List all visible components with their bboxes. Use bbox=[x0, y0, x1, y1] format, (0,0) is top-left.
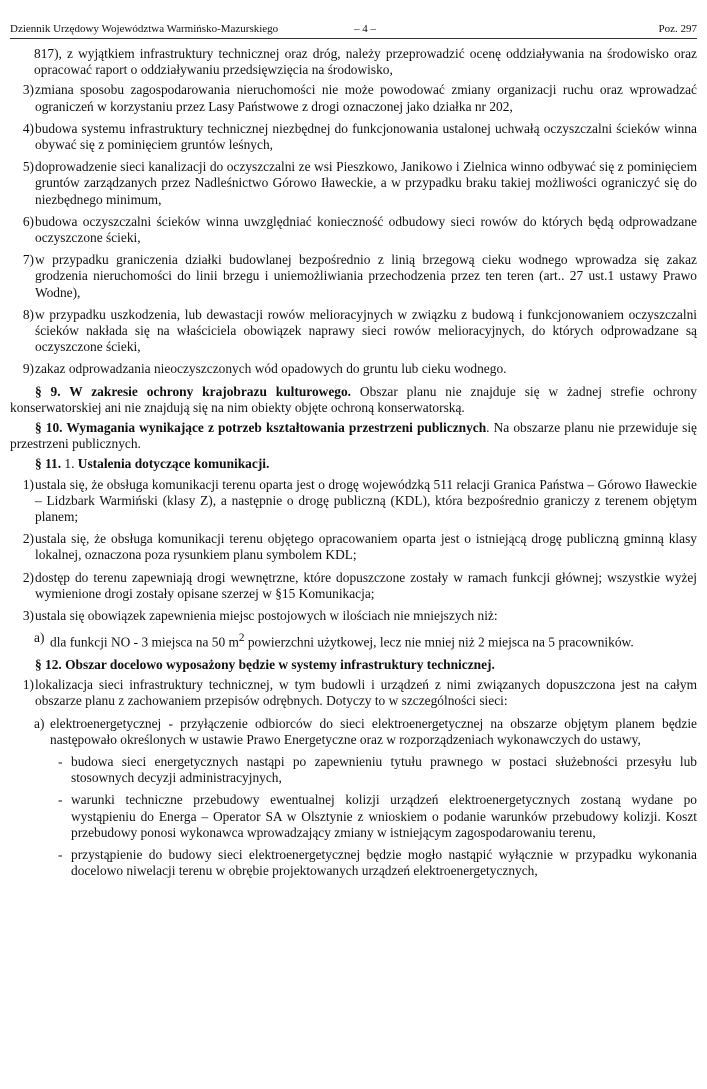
list-item bbox=[10, 531, 697, 563]
page-header bbox=[10, 22, 697, 39]
item-text: ustala się, że obsługa komunikacji terenu objętego opracowaniem oparta jest o istniejącą drogę publiczną gminną klasy lokalnej, oznaczona poza rysunkiem planu symbolem KDL; bbox=[35, 531, 697, 563]
item-number: 3) bbox=[22, 608, 34, 624]
section-9-heading: § 9. W zakresie ochrony krajobrazu kulturowego. bbox=[35, 383, 352, 399]
list-item bbox=[10, 214, 697, 246]
dash-item-text: warunki techniczne przebudowy ewentualnej kolizji urządzeń elektroenergetycznych zostaną wydane po wystąpieniu do Energa – Operator SA w Olsztynie z wnioskiem o podanie warunków przebudowy kolizji. Koszt przebudowy ponosi wykonawca wprowadzający zmiany w istniejącym zagospodarowaniu terenu, bbox=[71, 792, 697, 840]
section-12-heading bbox=[10, 657, 697, 673]
item-text: w przypadku graniczenia działki budowlanej bezpośrednio z linią brzegową cieku wodnego wprowadza się zakaz grodzenia nieruchomości do linii brzegu i uniemożliwiania przechodzenia przez ten teren (art.. 27 ust.1 ustawy Prawo Wodne), bbox=[35, 252, 697, 300]
list-item bbox=[10, 608, 697, 624]
dash-list-item bbox=[58, 847, 697, 879]
dash-list-item bbox=[58, 792, 697, 841]
section-11-point: 1. bbox=[61, 456, 78, 472]
item-number: 8) bbox=[22, 306, 34, 322]
dash-bullet: - bbox=[58, 792, 63, 808]
item-number: 4) bbox=[22, 120, 34, 136]
sub-item-text: elektroenergetycznej - przyłączenie odbiorców do sieci elektroenergetycznej na obszarze objętym planem będzie następowało określonych w ustawie Prawo Energetyczne oraz w rozporządzeniach wykonawczych do ustawy, bbox=[50, 715, 697, 747]
section-10 bbox=[10, 420, 697, 452]
position-number: Poz. 297 bbox=[658, 23, 697, 35]
item-text: doprowadzenie sieci kanalizacji do oczyszczalni ze wsi Pieszkowo, Janikowo i Zielnica winno odbywać się z pominięciem gruntów zarządzanych przez Nadleśnictwo Górowo Iławeckie, a w przypadku braku takiej możliwości ograniczyć się do niezbędnego minimum, bbox=[35, 159, 697, 207]
section-9-text: Obszar planu nie znajduje się w żadnej strefie ochrony konserwatorskiej ani nie znajdują się na nim obiekty objęte ochroną konserwatorską. bbox=[10, 383, 697, 415]
item-text: w przypadku uszkodzenia, lub dewastacji rowów melioracyjnych w związku z budową i funkcjonowaniem oczyszczalni ścieków nakłada się na właściciela obowiązek naprawy sieci rowów melioracyjnych, do których odprowadzane są oczyszczone ścieki, bbox=[35, 306, 697, 355]
sub-item-letter: a) bbox=[34, 630, 45, 646]
item-text: ustala się, że obsługa komunikacji terenu oparta jest o drogę wojewódzką 511 relacji Granica Państwa – Górowo Iławeckie – Lidzbark Warmiński (klasy Z), a następnie o drogę publiczną (KDL), która bezpośrednio graniczy z terenem objętym planem; bbox=[35, 476, 697, 525]
item-number: 2) bbox=[22, 531, 34, 547]
section-11-number: § 11. bbox=[35, 456, 62, 472]
item-text: zmiana sposobu zagospodarowania nieruchomości nie może powodować zmiany organizacji ruchu oraz wprowadzać ograniczeń w korzystaniu przez Lasy Państwowe z drogi oznaczonej jako działka nr 202, bbox=[35, 82, 697, 114]
sub-item-text-part: dla funkcji NO - 3 miejsca na 50 m bbox=[50, 634, 239, 650]
list-item bbox=[10, 121, 697, 153]
list-item bbox=[10, 252, 697, 301]
item-text: budowa systemu infrastruktury technicznej niezbędnej do funkcjonowania ustalonej uchwałą oczyszczalni ścieków winna obywać się z pominięciem gruntów leśnych, bbox=[35, 120, 697, 153]
item-number: 6) bbox=[22, 213, 34, 229]
list-item bbox=[10, 159, 697, 208]
item-number: 5) bbox=[22, 159, 34, 175]
list-item bbox=[10, 82, 697, 114]
dash-bullet: - bbox=[58, 847, 63, 862]
section-9 bbox=[10, 384, 697, 416]
list-item bbox=[10, 477, 697, 526]
list-item bbox=[10, 570, 697, 602]
section-11-heading bbox=[10, 456, 697, 472]
document-body bbox=[10, 46, 697, 885]
section-10-heading: § 10. Wymagania wynikające z potrzeb kształtowania przestrzeni publicznych bbox=[35, 420, 487, 436]
page-number: – 4 – bbox=[354, 23, 376, 35]
sub-list-item bbox=[34, 716, 697, 748]
item-number: 2) bbox=[22, 569, 34, 585]
sub-item-letter: a) bbox=[34, 715, 45, 731]
item-number: 1) bbox=[22, 677, 34, 693]
dash-list-item bbox=[58, 754, 697, 786]
item-number: 9) bbox=[22, 361, 34, 377]
item-text: ustala się obowiązek zapewnienia miejsc postojowych w ilościach nie mniejszych niż: bbox=[35, 608, 498, 624]
item-number: 1) bbox=[22, 476, 34, 492]
list-infrastructure bbox=[10, 677, 697, 879]
list-item bbox=[10, 307, 697, 356]
list-communication bbox=[10, 477, 697, 651]
sub-item-text bbox=[49, 630, 697, 651]
dash-item-text: budowa sieci energetycznych nastąpi po zapewnieniu tytułu prawnego w postaci służebności przesyłu lub stosownych decyzji administracyjnych, bbox=[71, 753, 697, 786]
item-number: 7) bbox=[22, 252, 34, 268]
item-text: budowa oczyszczalni ścieków winna uwzględniać konieczność odbudowy sieci rowów do których będą odprowadzane oczyszczone ścieki, bbox=[35, 213, 697, 246]
dash-bullet: - bbox=[58, 753, 63, 769]
sub-list-item bbox=[34, 630, 697, 651]
dash-item-text: przystąpienie do budowy sieci elektroenergetycznej będzie mogło nastąpić wyłącznie w przypadku wykonania docelowo niwelacji terenu w obrębie projektowanych urządzeń elektroenergetycznych, bbox=[71, 847, 697, 879]
item-number: 3) bbox=[22, 82, 34, 98]
continuation-paragraph: 817), z wyjątkiem infrastruktury technicznej oraz dróg, należy przeprowadzić ocenę oddziaływania na środowisko oraz opracować raport o oddziaływaniu przedsięwzięcia na środowisko, bbox=[34, 46, 697, 78]
sub-item-text-part: powierzchni użytkowej, lecz nie mniej niż 2 miejsca na 5 pracowników. bbox=[244, 634, 634, 650]
list-item bbox=[10, 361, 697, 377]
superscript: 2 bbox=[238, 632, 245, 645]
list-environment bbox=[10, 82, 697, 377]
section-12-title: § 12. Obszar docelowo wyposażony będzie w systemy infrastruktury technicznej. bbox=[35, 656, 495, 672]
section-10-text: . Na obszarze planu nie przewiduje się przestrzeni publicznych. bbox=[10, 420, 697, 452]
item-text: dostęp do terenu zapewniają drogi wewnętrzne, które dopuszczone zostały w ramach funkcji głównej; wszystkie wyżej wymienione drogi zostały opisane szerzej w §15 Komunikacja; bbox=[35, 569, 697, 601]
list-item bbox=[10, 677, 697, 709]
item-text: zakaz odprowadzania nieoczyszczonych wód opadowych do gruntu lub cieku wodnego. bbox=[35, 361, 507, 377]
item-text: lokalizacja sieci infrastruktury technicznej, w tym budowli i urządzeń z nimi związanych dopuszczona jest na całym obszarze planu z zachowaniem przepisów odrębnych. Dotyczy to w szczególności sieci: bbox=[35, 677, 697, 709]
section-11-title: Ustalenia dotyczące komunikacji. bbox=[77, 456, 270, 472]
journal-title: Dziennik Urzędowy Województwa Warmińsko-Mazurskiego bbox=[10, 23, 279, 35]
